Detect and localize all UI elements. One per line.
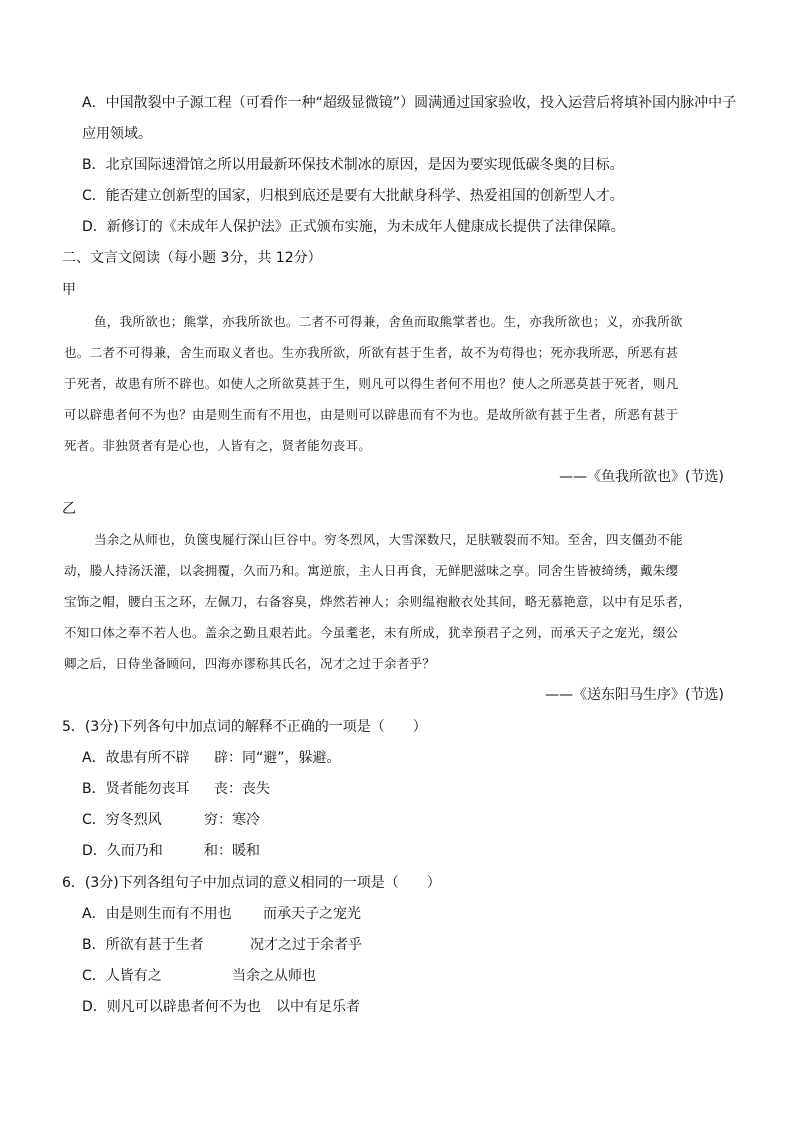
q5-option-gloss: 穷：寒冷 bbox=[204, 812, 260, 828]
q5-option-key: A．故患有所不辟 bbox=[82, 750, 190, 766]
q6-option-b bbox=[82, 935, 362, 955]
passage-jia-line: 可以辟患者何不为也？由是则生而有不用也，由是则可以辟患而有不为也。是故所欲有甚于生者，所恶有甚于 bbox=[64, 407, 679, 422]
q5-option-key: D．久而乃和 bbox=[82, 843, 163, 859]
q6-option-left: C．人皆有之 bbox=[82, 968, 162, 984]
q6-option-d bbox=[82, 997, 360, 1017]
q5-option-b bbox=[82, 779, 270, 799]
passage-jia-line: 鱼，我所欲也；熊掌，亦我所欲也。二者不可得兼，舍鱼而取熊掌者也。生，亦我所欲也；义，亦我所欲 bbox=[94, 314, 683, 329]
q6-option-left: A．由是则生而有不用也 bbox=[82, 906, 232, 922]
passage-yi-line: 当余之从师也，负箧曳屣行深山巨谷中。穷冬烈风，大雪深数尺，足肤皲裂而不知。至舍，四支僵劲不能 bbox=[94, 532, 683, 547]
passage-jia-source: ——《鱼我所欲也》(节选) bbox=[559, 469, 724, 485]
q6-option-left: B．所欲有甚于生者 bbox=[82, 937, 204, 953]
q4-option-a-cont: 应用领域。 bbox=[82, 126, 152, 142]
q5-stem: 5．(3分)下列各句中加点词的解释不正确的一项是（ ） bbox=[62, 719, 427, 735]
passage-yi-line: 动，媵人持汤沃灌，以衾拥覆，久而乃和。寓逆旅，主人日再食，无鲜肥滋味之享。同舍生皆被绮绣，戴朱缨 bbox=[64, 563, 679, 578]
section-heading: 二、文言文阅读（每小题 3分，共 12分） bbox=[62, 250, 322, 266]
q5-option-key: B．贤者能勿丧耳 bbox=[82, 781, 190, 797]
q6-option-a bbox=[82, 904, 361, 924]
passage-yi-line: 宝饰之帽，腰白玉之环，左佩刀，右备容臭，烨然若神人；余则缊袍敝衣处其间，略无慕艳意，以中有足乐者， bbox=[64, 594, 692, 609]
passage-yi-line: 卿之后，日侍坐备顾问，四海亦谬称其氏名，况才之过于余者乎？ bbox=[64, 656, 436, 671]
q4-option-b: B．北京国际速滑馆之所以用最新环保技术制冰的原因，是因为要实现低碳冬奥的目标。 bbox=[82, 157, 624, 173]
q5-option-gloss: 辟：同“避”，躲避。 bbox=[214, 750, 341, 766]
q4-option-c: C．能否建立创新型的国家，归根到底还是要有大批献身科学、热爱祖国的创新型人才。 bbox=[82, 188, 624, 204]
q6-option-right: 而承天子之宠光 bbox=[263, 906, 361, 922]
q4-option-d: D．新修订的《未成年人保护法》正式颁布实施，为未成年人健康成长提供了法律保障。 bbox=[82, 219, 625, 235]
q6-option-right: 当余之从师也 bbox=[232, 968, 316, 984]
q6-option-right: 以中有足乐者 bbox=[276, 999, 360, 1015]
q6-option-right: 况才之过于余者乎 bbox=[250, 937, 362, 953]
q5-option-gloss: 和：暖和 bbox=[204, 843, 260, 859]
passage-jia-line: 死者。非独贤者有是心也，人皆有之，贤者能勿丧耳。 bbox=[64, 438, 372, 453]
passage-yi-line: 不知口体之奉不若人也。盖余之勤且艰若此。今虽耄老，未有所成，犹幸预君子之列，而承天子之宠光，缀公 bbox=[64, 625, 679, 640]
q5-option-key: C．穷冬烈风 bbox=[82, 812, 162, 828]
passage-jia-label: 甲 bbox=[62, 282, 76, 298]
q5-option-d bbox=[82, 841, 260, 861]
passage-yi-label: 乙 bbox=[62, 501, 76, 517]
passage-jia-line: 于死者，故患有所不辟也。如使人之所欲莫甚于生，则凡可以得生者何不用也？使人之所恶莫甚于死者，则凡 bbox=[64, 376, 679, 391]
q6-stem: 6．(3分)下列各组句子中加点词的意义相同的一项是（ ） bbox=[62, 875, 441, 891]
q4-option-a: A．中国散裂中子源工程（可看作一种“超级显微镜”）圆满通过国家验收，投入运营后将填补国内脉冲中子 bbox=[82, 95, 737, 111]
q5-option-a bbox=[82, 748, 341, 768]
q6-option-left: D．则凡可以辟患者何不为也 bbox=[82, 999, 261, 1015]
q5-option-c bbox=[82, 810, 260, 830]
q5-option-gloss: 丧：丧失 bbox=[214, 781, 270, 797]
passage-yi-source: ——《送东阳马生序》(节选) bbox=[545, 687, 724, 703]
passage-jia-line: 也。二者不可得兼，舍生而取义者也。生亦我所欲，所欲有甚于生者，故不为苟得也；死亦我所恶，所恶有甚 bbox=[64, 345, 679, 360]
q6-option-c bbox=[82, 966, 316, 986]
